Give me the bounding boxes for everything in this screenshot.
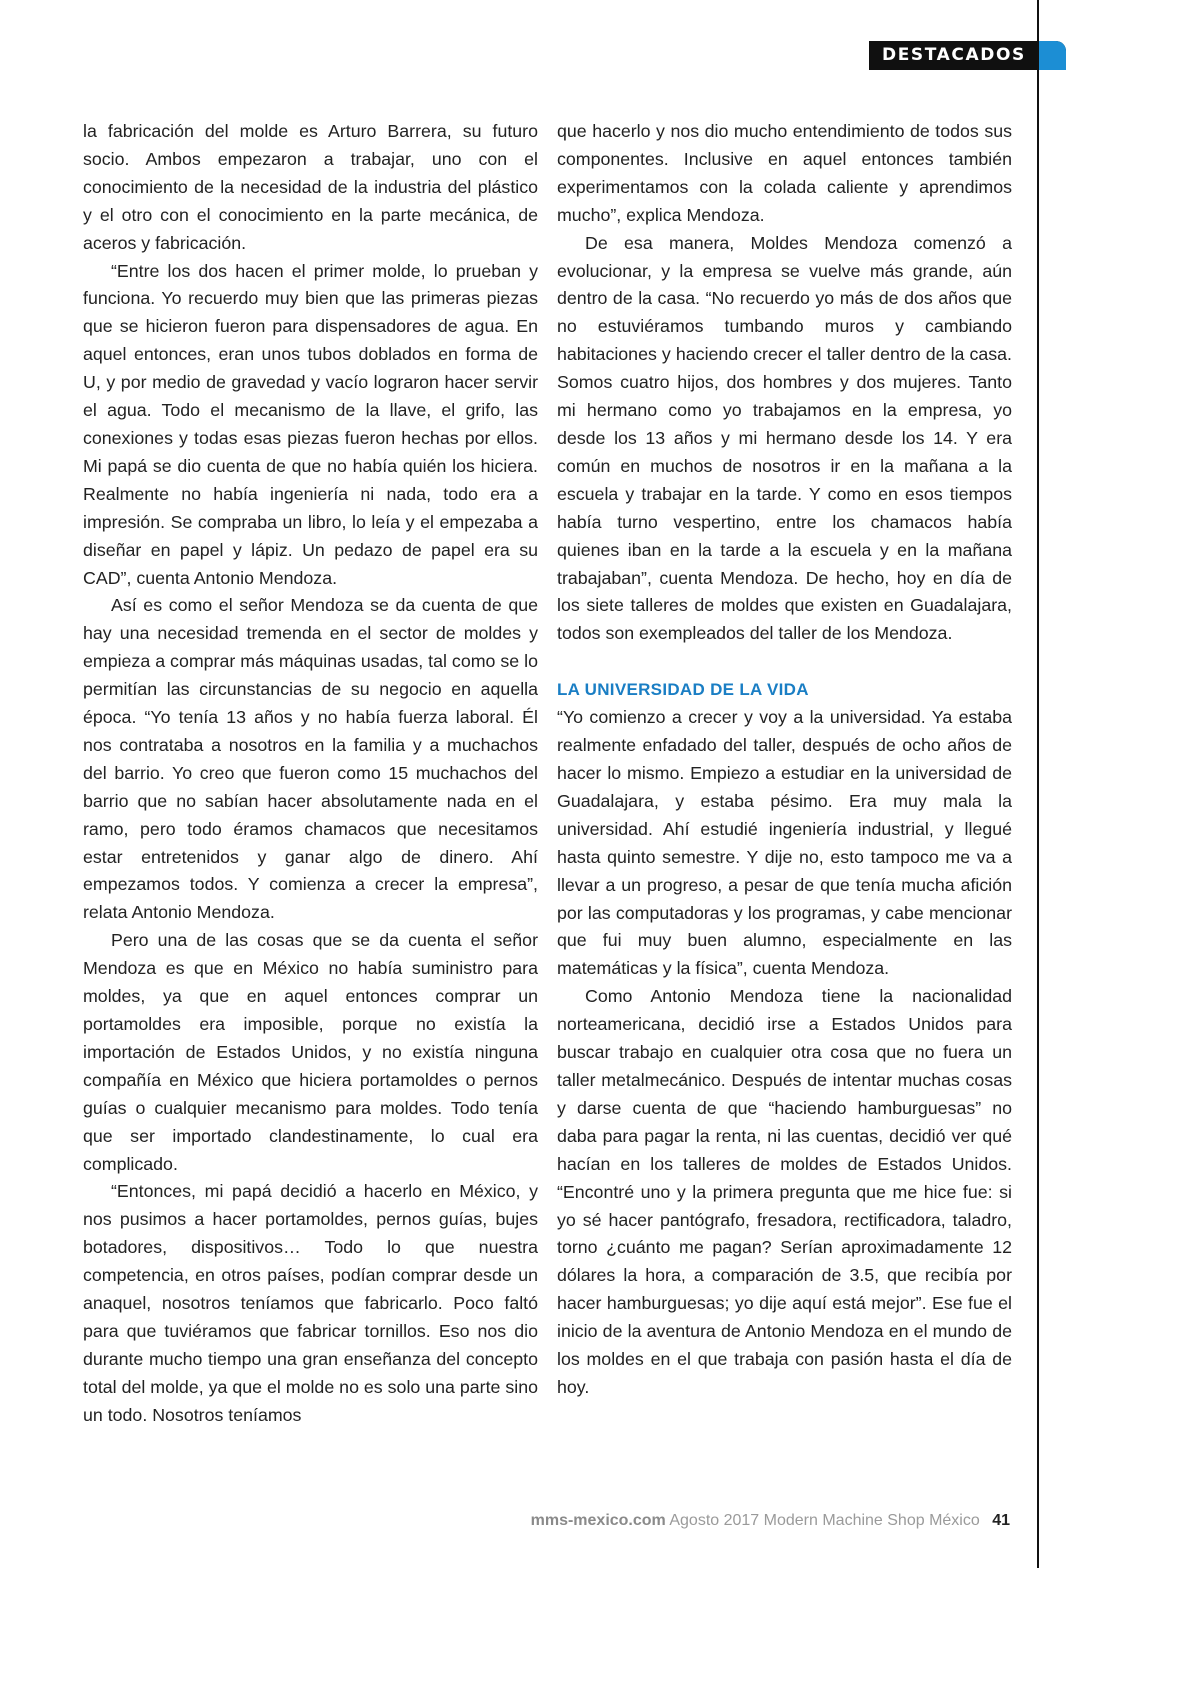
paragraph: “Yo comienzo a crecer y voy a la universidad. Ya estaba realmente enfadado del taller, después de ocho años de hacer lo mismo. Empiezo a estudiar en la universidad de Guadalajara, y estaba pésimo. Era muy mala la universidad. Ahí estudié ingeniería industrial, y llegué hasta quinto semestre. Y dije no, esto tampoco me va a llevar a un progreso, a pesar de que tenía mucha afición por las computadoras y los programas, y cabe mencionar que fui muy buen alumno, especialmente en las matemáticas y la física”, cuenta Mendoza. bbox=[557, 707, 1012, 979]
paragraph: que hacerlo y nos dio mucho entendimiento de todos sus componentes. Inclusive en aquel entonces también experimentamos con la colada caliente y aprendimos mucho”, explica Mendoza. bbox=[557, 121, 1012, 225]
page-footer bbox=[531, 1510, 1010, 1532]
paragraph: la fabricación del molde es Arturo Barrera, su futuro socio. Ambos empezaron a trabajar, uno con el conocimiento de la necesidad de la industria del plástico y el otro con el conocimiento en la parte mecánica, de aceros y fabricación. bbox=[83, 121, 538, 253]
article-column-left bbox=[83, 118, 538, 1430]
page-edge-line bbox=[1037, 0, 1039, 1568]
section-label: DESTACADOS bbox=[882, 45, 1026, 65]
page-number: 41 bbox=[992, 1512, 1010, 1529]
paragraph: De esa manera, Moldes Mendoza comenzó a evolucionar, y la empresa se vuelve más grande, aún dentro de la casa. “No recuerdo yo más de dos años que no estuviéramos tumbando muros y cambiando habitaciones y haciendo crecer el taller dentro de la casa. Somos cuatro hijos, dos hombres y dos mujeres. Tanto mi hermano como yo trabajamos en la empresa, yo desde los 13 años y mi hermano desde los 14. Y era común en muchos de nosotros ir en la mañana a la escuela y trabajar en la tarde. Y como en esos tiempos había turno vespertino, entre los chamacos había quienes iban en la tarde a la escuela y en la mañana trabajaban”, cuenta Mendoza. De hecho, hoy en día de los siete talleres de moldes que existen en Guadalajara, todos son exempleados del taller de los Mendoza. bbox=[557, 232, 1012, 644]
footer-website: mms-mexico.com bbox=[530, 1512, 666, 1529]
paragraph: Pero una de las cosas que se da cuenta el señor Mendoza es que en México no había suministro para moldes, ya que en aquel entonces comprar un portamoldes era imposible, porque no existía la importación de Estados Unidos, y no existía ninguna compañía en México que hiciera portamoldes o pernos guías o cualquier mecanismo para moldes. Todo tenía que ser importado clandestinamente, lo cual era complicado. bbox=[83, 930, 538, 1174]
paragraph: Como Antonio Mendoza tiene la nacionalidad norteamericana, decidió irse a Estados Unidos para buscar trabajo en cualquier otra cosa que no fuera un taller metalmecánico. Después de intentar muchas cosas y darse cuenta de que “haciendo hamburguesas” no daba para pagar la renta, ni las cuentas, decidió ver qué hacían en los talleres de moldes de Estados Unidos. “Encontré uno y la primera pregunta que me hice fue: si yo sé hacer pantógrafo, fresadora, rectificadora, taladro, torno ¿cuánto me pagan? Serían aproximadamente 12 dólares la hora, a comparación de 3.5, que recibía por hacer hamburguesas; yo dije aquí está mejor”. Ese fue el inicio de la aventura de Antonio Mendoza en el mundo de los moldes en el que trabaja con pasión hasta el día de hoy. bbox=[557, 986, 1012, 1397]
article-column-right bbox=[557, 118, 1012, 1402]
section-heading: LA UNIVERSIDAD DE LA VIDA bbox=[557, 680, 809, 700]
footer-issue: Agosto 2017 Modern Machine Shop México bbox=[669, 1512, 980, 1529]
paragraph: “Entonces, mi papá decidió a hacerlo en México, y nos pusimos a hacer portamoldes, pernos guías, bujes botadores, dispositivos… Todo lo que nuestra competencia, en otros países, podían comprar desde un anaquel, nosotros teníamos que fabricarlo. Poco faltó para que tuviéramos que fabricar tornillos. Eso nos dio durante mucho tiempo una gran enseñanza del concepto total del molde, ya que el molde no es solo una parte sino un todo. Nosotros teníamos bbox=[83, 1181, 538, 1425]
paragraph: “Entre los dos hacen el primer molde, lo prueban y funciona. Yo recuerdo muy bien que las primeras piezas que se hicieron fueron para dispensadores de agua. En aquel entonces, eran unos tubos doblados en forma de U, y por medio de gravedad y vacío lograron hacer servir el agua. Todo el mecanismo de la llave, el grifo, las conexiones y todas esas piezas fueron hechas por ellos. Mi papá se dio cuenta de que no había quién los hiciera. Realmente no había ingeniería ni nada, todo era a impresión. Se compraba un libro, lo leía y el empezaba a diseñar en papel y lápiz. Un pedazo de papel era su CAD”, cuenta Antonio Mendoza. bbox=[83, 260, 538, 588]
paragraph: Así es como el señor Mendoza se da cuenta de que hay una necesidad tremenda en el sector de moldes y empieza a comprar más máquinas usadas, tal como se lo permitían las circunstancias de su negocio en aquella época. “Yo tenía 13 años y no había fuerza laboral. Él nos contrataba a nosotros en la familia y a muchachos del barrio. Yo creo que fueron como 15 muchachos del barrio que no sabían hacer absolutamente nada en el ramo, pero todo éramos chamacos que necesitamos estar entretenidos y ganar algo de dinero. Ahí empezamos todos. Y comienza a crecer la empresa”, relata Antonio Mendoza. bbox=[83, 595, 538, 923]
